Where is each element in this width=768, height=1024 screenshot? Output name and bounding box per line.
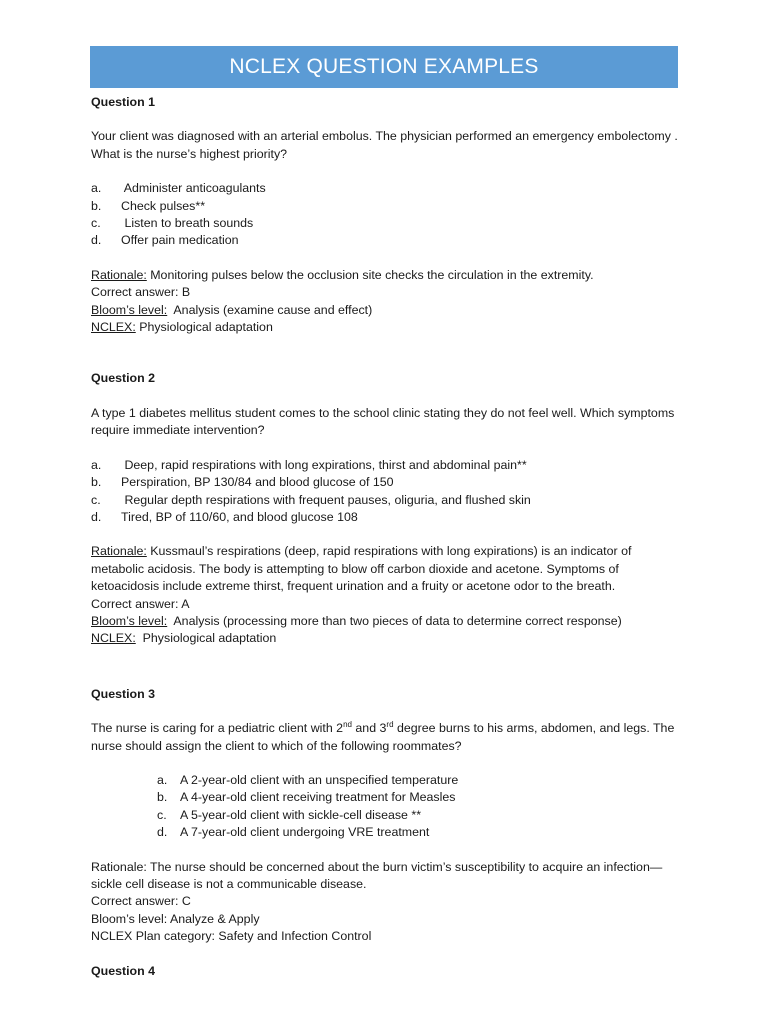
question-2-option-b: b. Perspiration, BP 130/84 and blood glucose of 150 [91, 475, 394, 490]
page-title: NCLEX QUESTION EXAMPLES [90, 46, 678, 88]
bloom-label: Bloom’s level: [91, 302, 168, 317]
question-2-title: Question 2 [91, 371, 156, 386]
question-4-title: Question 4 [91, 963, 156, 978]
question-1-correct-answer: Correct answer: B [91, 285, 191, 300]
question-1-stem: Your client was diagnosed with an arterial embolus. The physician performed an emergency embolectomy . What is the nurse’s highest priority? [91, 129, 678, 161]
question-2-option-a: a. Deep, rapid respirations with long expirations, thirst and abdominal pain** [91, 457, 527, 472]
rationale-label: Rationale: [91, 267, 147, 282]
question-1-bloom-level: Bloom’s level: Analysis (examine cause and effect) [91, 302, 373, 317]
question-3-rationale: Rationale: The nurse should be concerned about the burn victim’s susceptibility to acquire an infection—sickle cell disease is not a communicable disease. [91, 859, 663, 891]
bloom-label: Bloom’s level: [91, 613, 168, 628]
nclex-label: NCLEX: [91, 631, 136, 646]
question-1-option-a: a. Administer anticoagulants [91, 181, 266, 196]
document-body [91, 94, 681, 980]
question-2-bloom-level: Bloom’s level: Analysis (processing more than two pieces of data to determine correct response) [91, 613, 622, 628]
question-2-stem: A type 1 diabetes mellitus student comes to the school clinic stating they do not feel well. Which symptoms require immediate intervention? [91, 405, 675, 438]
question-3-stem: The nurse is caring for a pediatric client with 2nd and 3rd degree burns to his arms, abdomen, and legs. The nurse should assign the client to which of the following roommates? [91, 720, 675, 753]
question-1-title: Question 1 [91, 95, 156, 109]
rationale-label: Rationale: [91, 544, 147, 559]
nclex-label: NCLEX: [91, 320, 136, 335]
question-3-option-a: a. A 2-year-old client with an unspecified temperature [157, 772, 459, 787]
question-2-option-d: d. Tired, BP of 110/60, and blood glucose 108 [91, 509, 358, 524]
question-3-option-c: c. A 5-year-old client with sickle-cell disease ** [157, 807, 422, 822]
question-3-option-d: d. A 7-year-old client undergoing VRE treatment [157, 825, 430, 840]
question-2-nclex: NCLEX: Physiological adaptation [91, 631, 277, 646]
question-3-nclex: NCLEX Plan category: Safety and Infection Control [91, 929, 372, 944]
question-3-title: Question 3 [91, 686, 156, 701]
question-3-option-b: b. A 4-year-old client receiving treatment for Measles [157, 790, 456, 805]
question-3-bloom-level: Bloom’s level: Analyze & Apply [91, 911, 260, 926]
question-2-option-c: c. Regular depth respirations with frequent pauses, oliguria, and flushed skin [91, 492, 531, 507]
question-1-option-d: d. Offer pain medication [91, 233, 239, 248]
question-1-rationale: Rationale: Monitoring pulses below the occlusion site checks the circulation in the extremity. [91, 267, 594, 282]
question-1-nclex: NCLEX: Physiological adaptation [91, 320, 273, 335]
question-2-correct-answer: Correct answer: A [91, 596, 190, 611]
question-3-correct-answer: Correct answer: C [91, 894, 191, 909]
question-1-option-c: c. Listen to breath sounds [91, 216, 254, 231]
question-1-option-b: b. Check pulses** [91, 198, 206, 213]
question-2-rationale: Rationale: Kussmaul’s respirations (deep, rapid respirations with long expirations) is an indicator of metabolic acidosis. The body is attempting to blow off carbon dioxide and acetone. Symptoms of ketoacidosis include extreme thirst, frequent urination and a fruity or acetone odor to the breath. [91, 544, 632, 594]
